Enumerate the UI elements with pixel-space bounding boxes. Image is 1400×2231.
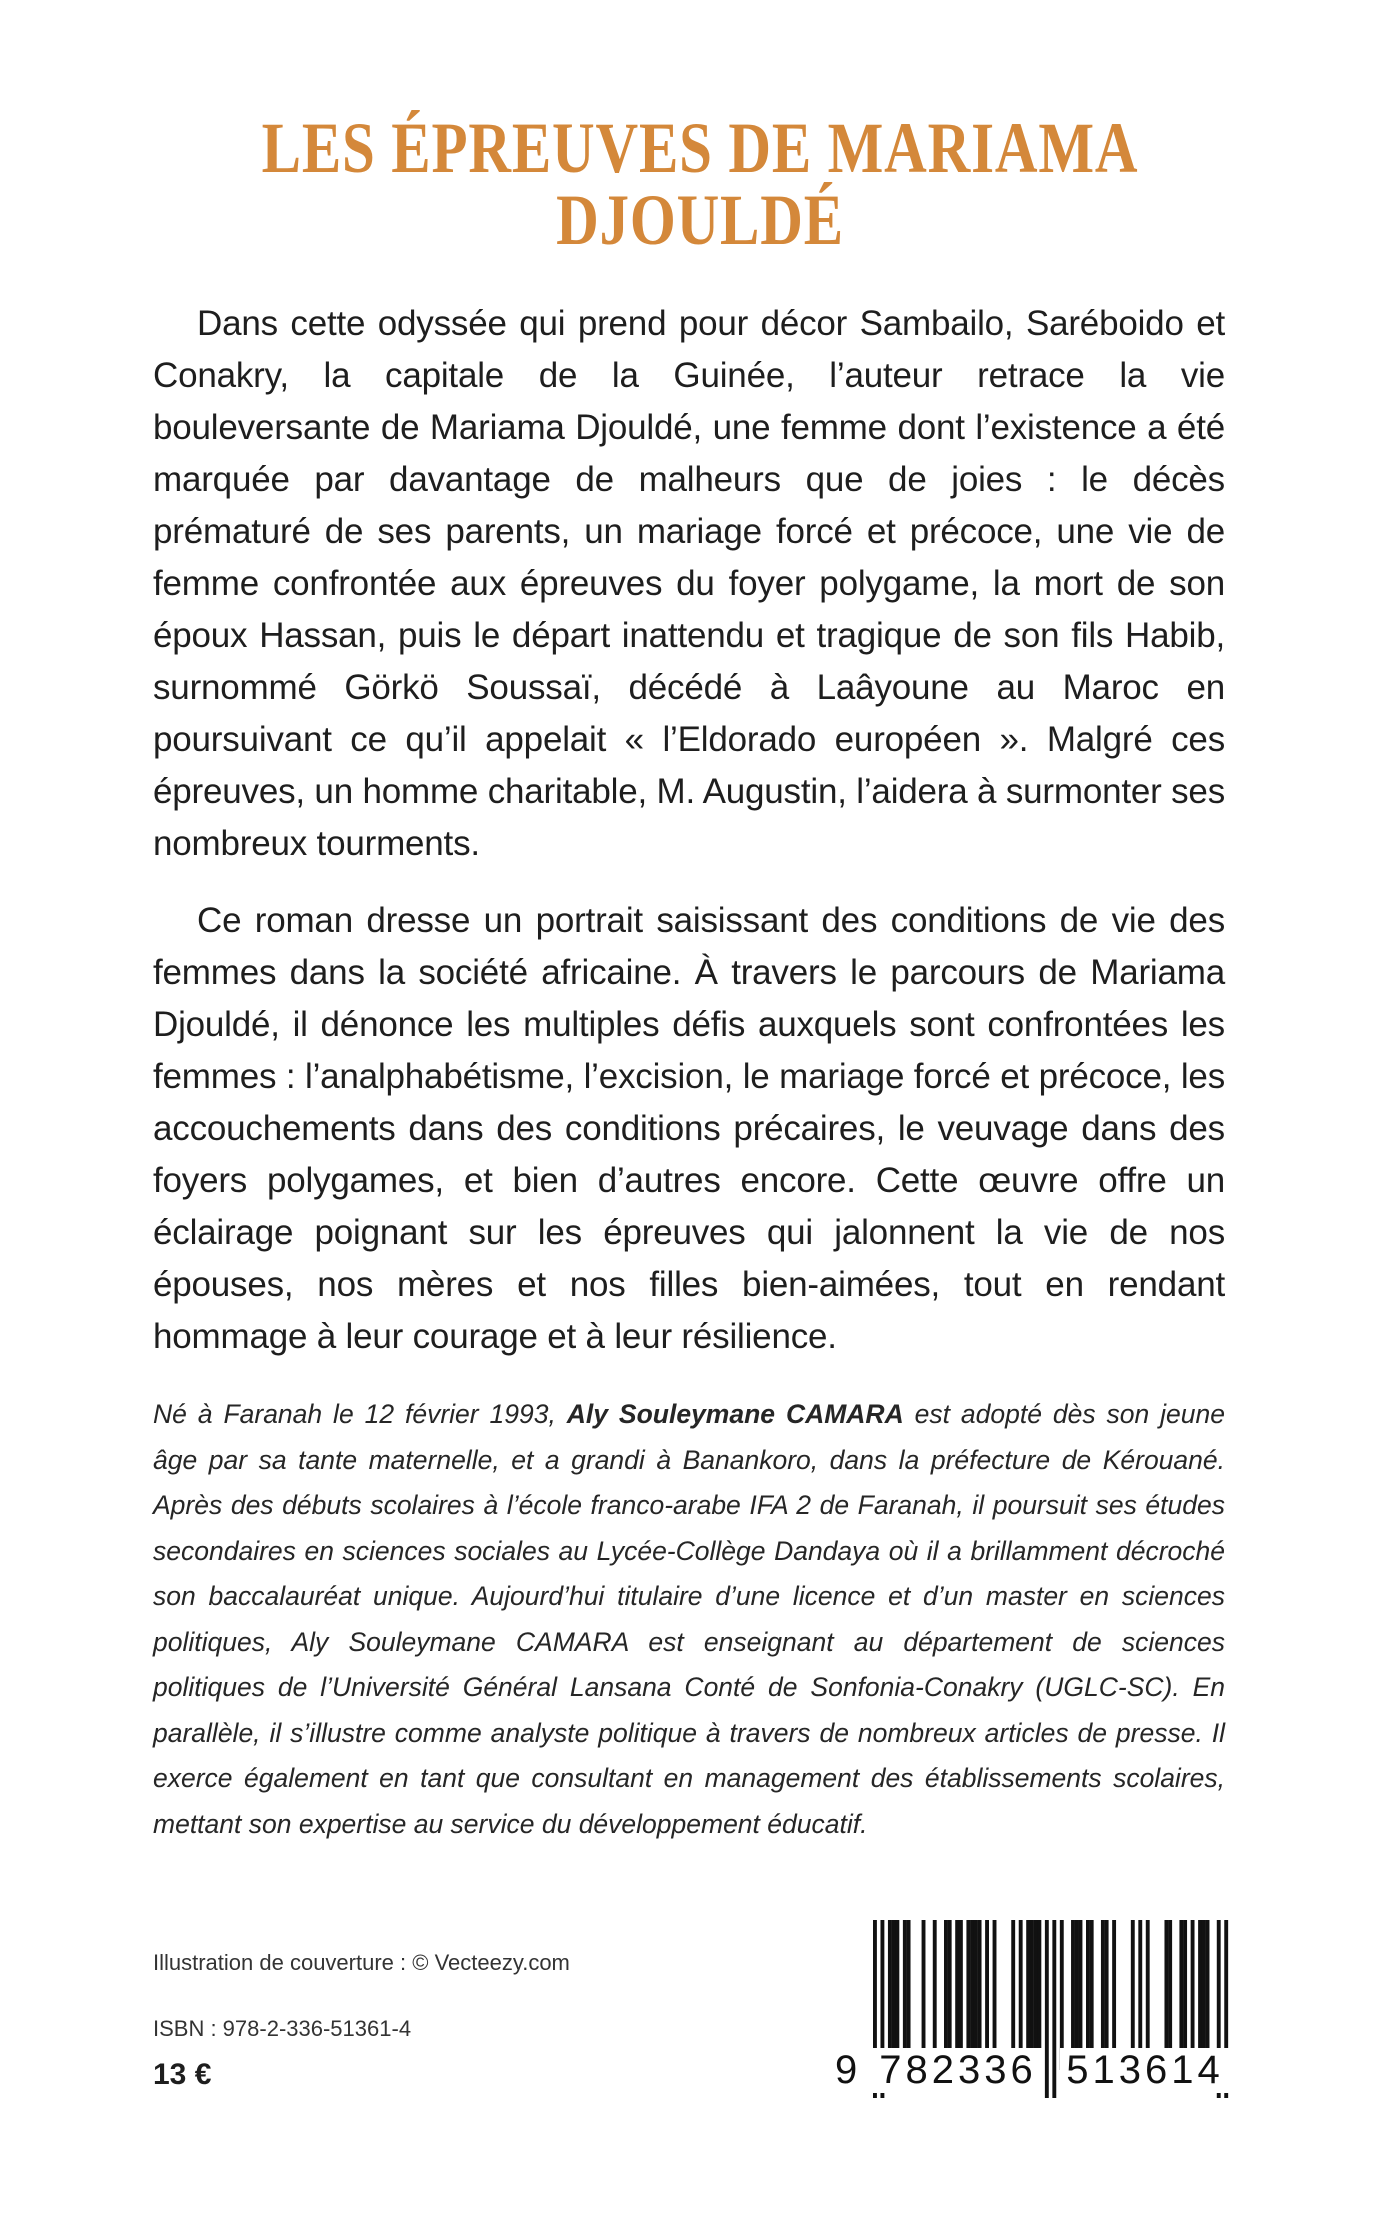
barcode-lead-digit: 9 bbox=[835, 2048, 858, 2092]
barcode-right-group: 513614 bbox=[1060, 2048, 1230, 2093]
barcode-digits bbox=[835, 2048, 1230, 2093]
bio-intro: Né à Faranah le 12 février 1993, bbox=[153, 1399, 567, 1429]
illustration-credit: Illustration de couverture : © Vecteezy.com bbox=[153, 1950, 570, 1975]
summary-paragraph-1: Dans cette odyssée qui prend pour décor Sambailo, Saréboido et Conakry, la capitale de la Guinée, l’auteur retrace la vie bouleversante de Mariama Djouldé, une femme dont l’existence a été marquée par davantage de malheurs que de joies : le décès prématuré de ses parents, un mariage forcé et précoce, une vie de femme confrontée aux épreuves du foyer polygame, la mort de son époux Hassan, puis le départ inattendu et tragique de son fils Habib, surnommé Görkö Soussaï, décédé à Laâyoune au Maroc en poursuivant ce qu’il appelait « l’Eldorado européen ». Malgré ces épreuves, un homme charitable, M. Augustin, l’aidera à surmonter ses nombreux tourments. bbox=[153, 304, 1225, 863]
barcode-left-group: 782336 bbox=[873, 2048, 1043, 2093]
bio-text: est adopté dès son jeune âge par sa tante maternelle, et a grandi à Banankoro, dans la préfecture de Kérouané. Après des débuts scolaires à l’école franco-arabe IFA 2 de Faranah, il poursuit ses études secondaires en sciences sociales au Lycée-Collège Dandaya où il a brillamment décroché son baccalauréat unique. Aujourd’hui titulaire d’une licence et d’un master en sciences politiques, Aly Souleymane CAMARA est enseignant au département de sciences politiques de l’Université Général Lansana Conté de Sonfonia-Conakry (UGLC-SC). En parallèle, il s’illustre comme analyste politique à travers de nombreux articles de presse. Il exerce également en tant que consultant en management des établissements scolaires, mettant son expertise au service du développement éducatif. bbox=[153, 1399, 1225, 1839]
price: 13 € bbox=[153, 2058, 212, 2091]
author-bio bbox=[153, 1392, 1225, 1847]
book-title: LES ÉPREUVES DE MARIAMA DJOULDÉ bbox=[261, 108, 1139, 260]
author-name: Aly Souleymane CAMARA bbox=[566, 1399, 904, 1429]
isbn-number: ISBN : 978-2-336-51361-4 bbox=[153, 2016, 412, 2041]
summary-paragraph-2: Ce roman dresse un portrait saisissant des conditions de vie des femmes dans la société africaine. À travers le parcours de Mariama Djouldé, il dénonce les multiples défis auxquels sont confrontées les femmes : l’analphabétisme, l’excision, le mariage forcé et précoce, les accouchements dans des conditions précaires, le veuvage dans des foyers polygames, et bien d’autres encore. Cette œuvre offre un éclairage poignant sur les épreuves qui jalonnent la vie de nos épouses, nos mères et nos filles bien-aimées, tout en rendant hommage à leur courage et à leur résilience. bbox=[153, 901, 1225, 1356]
summary-block bbox=[153, 298, 1225, 1363]
